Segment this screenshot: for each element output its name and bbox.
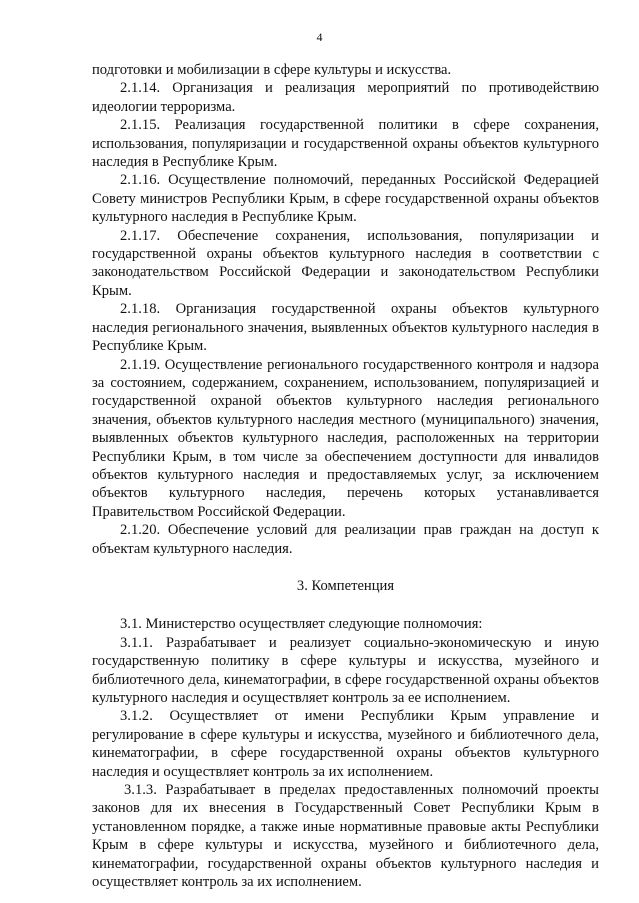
paragraph-2-1-14: 2.1.14. Организация и реализация мероприятий по противодействию идеологии терроризма. <box>92 80 599 115</box>
paragraph-2-1-19: 2.1.19. Осуществление регионального государственного контроля и надзора за состоянием, содержанием, сохранением, использованием, популяризацией и государственной охраной объектов культурного наследия регионального значения, объектов культурного наследия местного (муниципального) значения, выявленных объектов культурного наследия, расположенных на территории Республики Крым, в том числе за обеспечением доступности для инвалидов объектов культурного наследия и предоставляемых услуг, за исключением объектов культурного наследия, перечень которых устанавливается Правительством Российской Федерации. <box>92 356 599 520</box>
paragraph-2-1-16: 2.1.16. Осуществление полномочий, переданных Российской Федерацией Совету министров Республики Крым, в сфере государственной охраны объектов культурного наследия в Республике Крым. <box>92 172 599 226</box>
paragraph-3-1-2: 3.1.2. Осуществляет от имени Республики Крым управление и регулирование в сфере культуры и искусства, музейного и библиотечного дела, кинематографии, в сфере государственной охраны объектов культурного наследия и осуществляет контроль за их исполнением. <box>92 708 599 780</box>
paragraph-continuation: подготовки и мобилизации в сфере культуры и искусства. <box>92 62 452 78</box>
paragraph-3-1-3: 3.1.3. Разрабатывает в пределах предоставленных полномочий проекты законов для их внесения в Государственный Совет Республики Крым в установленном порядке, а также иные нормативные правовые акты Республики Крым в сфере культуры и искусства, музейного и библиотечного дела, кинематографии, государственной охраны объектов культурного наследия и осуществляет контроль за их исполнением. <box>92 782 599 891</box>
section-heading: 3. Компетенция <box>296 577 395 594</box>
paragraph-2-1-15: 2.1.15. Реализация государственной политики в сфере сохранения, использования, популяризации и государственной охраны объектов культурного наследия в Республике Крым. <box>92 117 599 171</box>
paragraph-3-1-1: 3.1.1. Разрабатывает и реализует социально-экономическую и иную государственную политику в сфере культуры и искусства, музейного и библиотечного дела, кинематографии, в сфере государственной охраны объектов культурного наследия и осуществляет контроль за ее исполнением. <box>92 634 599 706</box>
page-number: 4 <box>316 30 323 44</box>
document-body <box>92 61 599 891</box>
section-spacer-bottom <box>92 595 599 615</box>
paragraph-2-1-20: 2.1.20. Обеспечение условий для реализации прав граждан на доступ к объектам культурного наследия. <box>92 522 599 557</box>
paragraph-2-1-17: 2.1.17. Обеспечение сохранения, использования, популяризации и государственной охраны объектов культурного наследия в соответствии с законодательством Российской Федерации и законодательством Республики Крым. <box>92 227 599 299</box>
section-spacer-top <box>92 558 599 577</box>
paragraph-2-1-18: 2.1.18. Организация государственной охраны объектов культурного наследия регионального значения, выявленных объектов культурного наследия в Республике Крым. <box>92 301 599 355</box>
paragraph-3-1: 3.1. Министерство осуществляет следующие полномочия: <box>120 616 483 633</box>
